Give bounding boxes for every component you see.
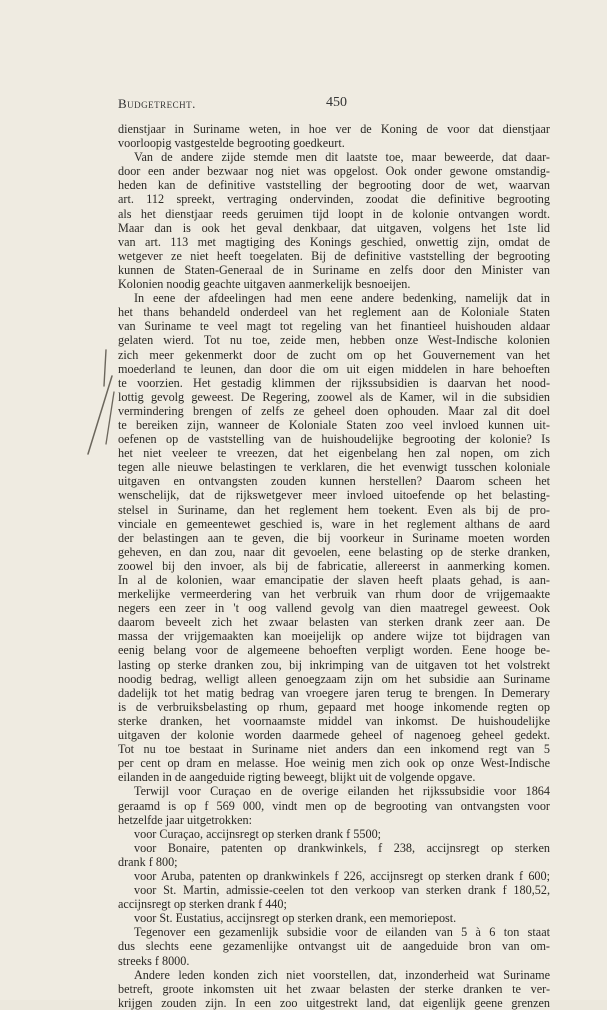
text-line: als het dienstjaar reeds geruimen tijd loopt in de kolonie ontvangen wordt. [118, 206, 550, 221]
text-line: krijgen zouden zijn. In een zoo uitgestrekt land, dat eigenlijk geene grenzen [118, 995, 550, 1010]
text-line: In eene der afdeelingen had men eene andere bedenking, namelijk dat in [134, 291, 550, 306]
text-line: zich meer gekenmerkt door de zucht om op het Gouvernement van het [118, 347, 550, 362]
text-line: voor Aruba, patenten op drankwinkels f 226, accijnsregt op sterken drank f 600; [134, 868, 550, 883]
text-line: massa der vrijgemaakten kan moeijelijk op andere wijze tot bijdragen van [118, 629, 550, 644]
text-line: eilanden in de aangeduide rigting beweegt, blijkt uit de volgende opgave. [118, 770, 476, 785]
text-line: heden kan de definitive vaststelling der begrooting door de wet, waarvan [118, 178, 550, 193]
text-line: Terwijl voor Curaçao en de overige eilanden het rijkssubsidie voor 1864 [134, 784, 550, 799]
text-line: het niet veeleer te vreezen, dat het eigenbelang hen zal nopen, om zich [118, 446, 550, 461]
text-line: Andere leden konden zich niet voorstellen, dat, inzonderheid wat Suriname [134, 967, 550, 982]
running-head: Budgetrecht. [118, 96, 196, 111]
text-line: streeks f 8000. [118, 953, 190, 968]
text-line: van Suriname te veel magt tot regeling van het finantieel huishouden aldaar [118, 319, 550, 334]
text-line: moederland te leunen, dan door die om uit eigen middelen in hare behoeften [118, 361, 550, 376]
text-line: stelsel in Suriname, dan het reglement hem toekent. Even als bij de pro- [118, 502, 550, 517]
text-line: voor St. Eustatius, accijnsregt op sterken drank, een memoriepost. [134, 911, 457, 926]
text-line: betreft, groote inkomsten uit het zwaar belasten der sterke dranken te ver- [118, 981, 550, 996]
text-line: geraamd is op f 569 000, vindt men op de begrooting van ontvangsten voor [118, 798, 550, 813]
text-line: negers een zeer in 't oog vallend gevolg van dien maatregel geweest. Ook [118, 601, 550, 616]
text-line: het thans behandeld onderdeel van het reglement aan de Koloniale Staten [118, 305, 550, 320]
page-number: 450 [326, 95, 347, 110]
text-line: oefenen op de vaststelling van de huishoudelijke begrooting der kolonie? Is [118, 432, 550, 447]
text-line: voor St. Martin, admissie-ceelen tot den verkoop van sterken drank f 180,52, [134, 883, 550, 898]
margin-pencil-mark [84, 346, 118, 476]
text-line: accijnsregt op sterken drank f 440; [118, 897, 287, 912]
text-line: kunnen de Staten-Generaal de in Suriname en zelfs door den Minister van [118, 262, 550, 277]
text-line: is de verbruiksbelasting op rhum, gepaard met hooge inkomende regten op [118, 699, 550, 714]
text-line: zoowel bij den invoer, als bij de fabricatie, allereerst in aanmerking komen. [118, 558, 550, 573]
text-line: voor Bonaire, patenten op drankwinkels, f 238, accijnsregt op sterken [134, 840, 550, 855]
text-line: vermindering brengen of zelfs ze geheel doen ophouden. Maar zal dit doel [118, 403, 550, 418]
text-line: lasting op sterke dranken zou, bij inkrimping van de uitgaven tot het volstrekt [118, 657, 550, 672]
text-line: door een ander bezwaar nog niet was opgelost. Ook onder gewone omstandig- [118, 164, 550, 179]
text-line: der belastingen aan te geven, die bij voorkeur in Suriname moeten worden [118, 530, 550, 545]
text-line: uitgaven en ontvangsten zouden kunnen herstellen? Daarom scheen het [118, 474, 550, 489]
text-line: daarom beveelt zich het zwaar belasten van sterken drank zeer aan. De [118, 615, 550, 630]
text-line: per cent op dram en melasse. Hoe weinig men zich ook op onze West-Indische [118, 756, 550, 771]
text-line: wenschelijk, dat de rijkswetgever meer invloed uitoefende op het belasting- [118, 488, 550, 503]
text-line: dienstjaar in Suriname weten, in hoe ver de Koning de voor dat dienstjaar [118, 122, 550, 136]
text-line: voorloopig vastgestelde begrooting goedkeurt. [118, 136, 345, 151]
text-line: Kolonien noodig geachte uitgaven aanmerkelijk besnoeijen. [118, 277, 411, 292]
text-line: noodig bedrag, welligt alleen genoegzaam zijn om het subsidie aan Suriname [118, 671, 550, 686]
text-line: uitgaven der kolonie worden daarmede geheel of nagenoeg geheel gedekt. [118, 728, 550, 743]
text-line: voor Curaçao, accijnsregt op sterken drank f 5500; [134, 826, 382, 841]
text-line: te voorzien. Het gestadig klimmen der rijkssubsidien is daarvan het nood- [118, 375, 550, 390]
text-line: vinciale en gemeentewet geschied is, ware in het reglement althans de aard [118, 516, 550, 531]
text-line: drank f 800; [118, 854, 178, 869]
text-line: eenig belang voor de algemeene behoeften verpligt worden. Eene hooge be- [118, 643, 550, 658]
text-line: lottig gevolg geweest. De Regering, zoowel als de Kamer, wil in die subsidien [118, 389, 550, 404]
text-line: sterke dranken, het voornaamste middel van inkomst. De huishoudelijke [118, 713, 550, 728]
text-line: wetgever ze niet heeft toegelaten. Bij de definitive vaststelling der begrooting [118, 248, 550, 263]
text-line: gelaten wierd. Tot nu toe, zeide men, hebben onze West-Indische kolonien [118, 333, 550, 348]
text-line: merkelijke vermeerdering van het verbruik van rhum door de vrijgemaakte [118, 587, 550, 602]
text-line: Tegenover een gezamenlijk subsidie voor de eilanden van 5 à 6 ton staat [134, 925, 550, 940]
body-text [118, 122, 550, 1010]
text-line: dadelijk tot het matig bedrag van vroegere jaren terug te brengen. In Demerary [118, 685, 550, 700]
text-line: geheven, en dan zou, naar dit gevoelen, eene belasting op de sterke dranken, [118, 544, 550, 559]
text-line: Van de andere zijde stemde men dit laatste toe, maar beweerde, dat daar- [134, 150, 550, 165]
text-line: Maar dan is ook het geval denkbaar, dat uitgaven, volgens het 1ste lid [118, 220, 550, 235]
text-line: hetzelfde jaar uitgetrokken: [118, 812, 252, 827]
text-line: dus slechts eene gezamenlijke ontvangst uit de aangeduide bron van om- [118, 939, 550, 954]
text-line: te bereiken zijn, wanneer de Koloniale Staten zoo veel invloed kunnen uit- [118, 417, 550, 432]
text-line: In al de kolonien, waar emancipatie der slaven heeft plaats gehad, is aan- [118, 573, 550, 587]
page-header [118, 96, 550, 116]
text-line: Tot nu toe bestaat in Suriname niet anders dan een inkomend regt van 5 [118, 742, 550, 757]
text-line: van art. 113 met magtiging des Konings geschied, onwettig zijn, omdat de [118, 234, 550, 249]
text-line: art. 112 spreekt, vertraging ondervinden, zoodat die definitive begrooting [118, 192, 550, 207]
text-line: tegen alle nieuwe belastingen te verklaren, die het evenwigt tusschen koloniale [118, 460, 550, 475]
